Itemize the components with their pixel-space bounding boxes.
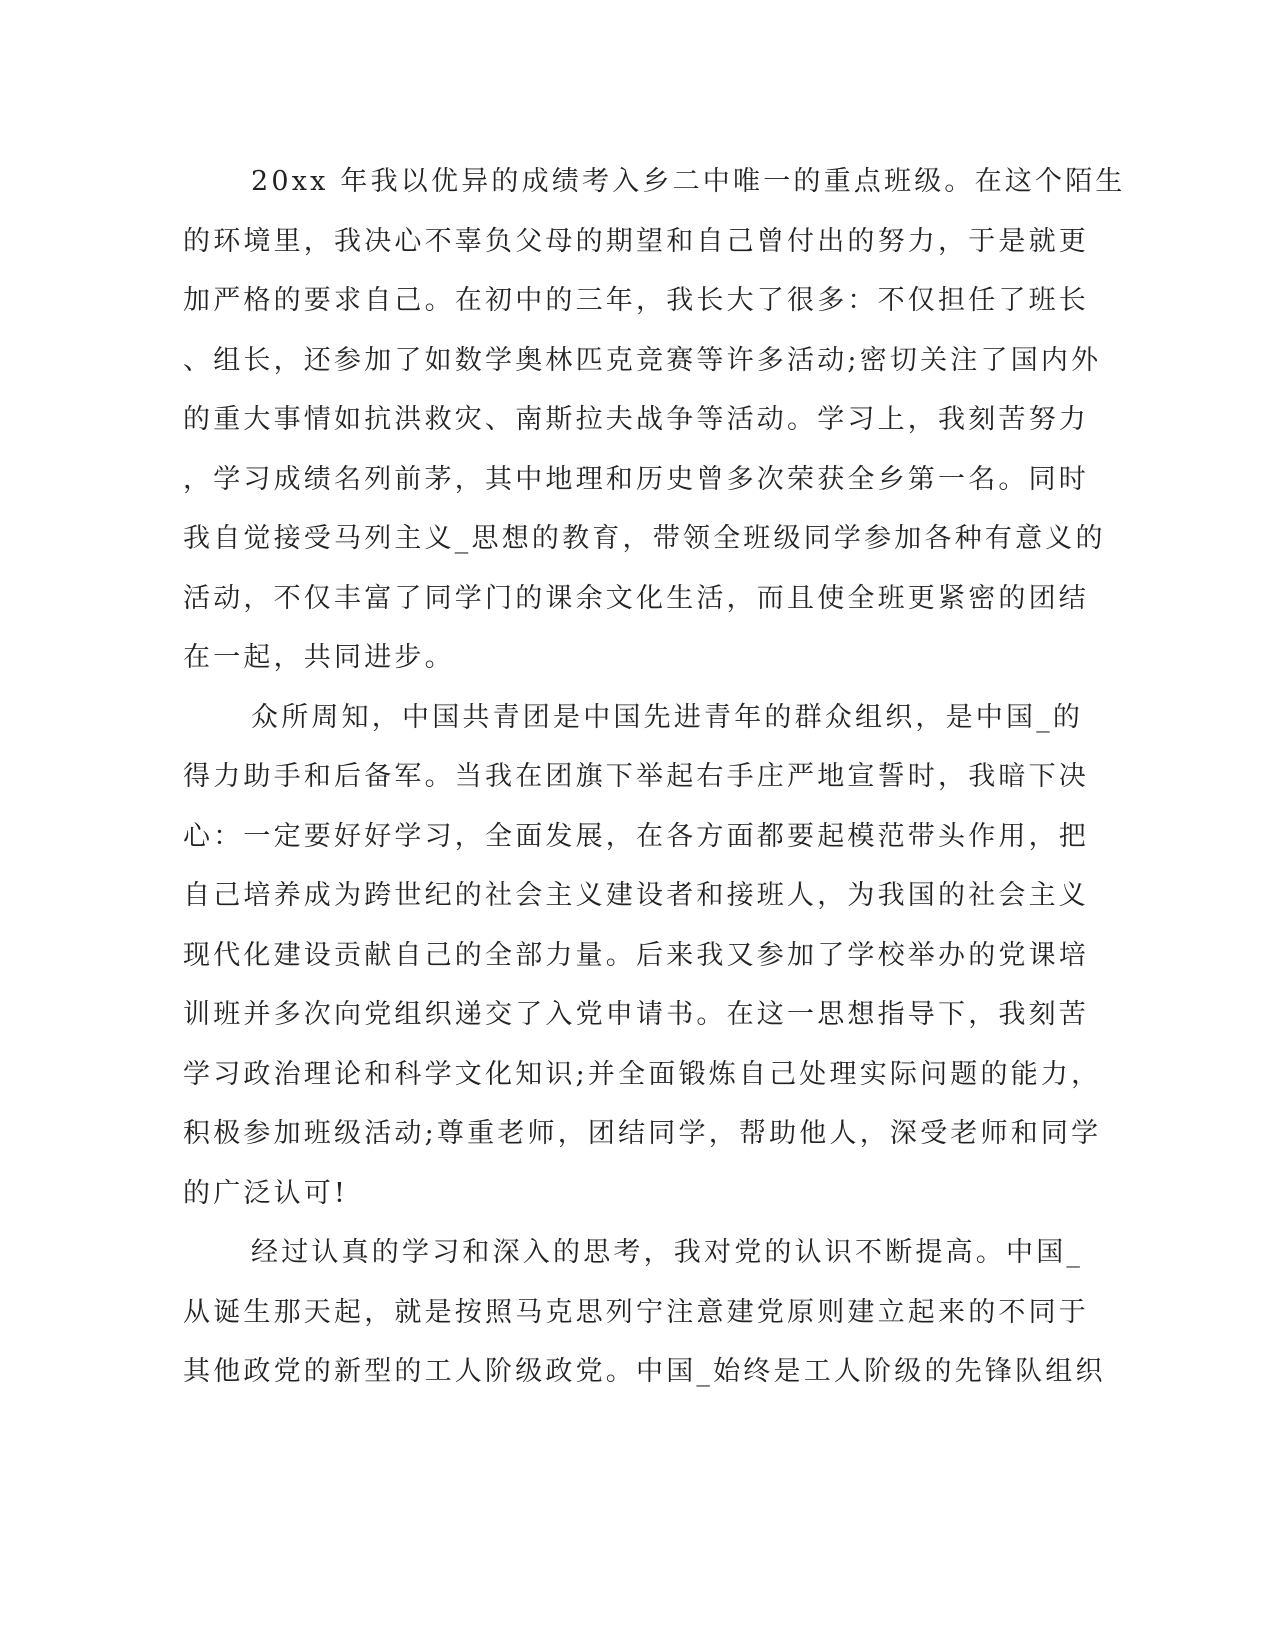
text-line: 其他政党的新型的工人阶级政党。中国_始终是工人阶级的先锋队组织 <box>183 1356 1106 1387</box>
text-line: 20xx 年我以优异的成绩考入乡二中唯一的重点班级。在这个陌生 <box>251 166 1126 197</box>
paragraph-3 <box>183 1223 1106 1402</box>
text-line: 的重大事情如抗洪救灾、南斯拉夫战争等活动。学习上，我刻苦努力 <box>183 404 1089 435</box>
text-line: 经过认真的学习和深入的思考，我对党的认识不断提高。中国_ <box>251 1237 1084 1268</box>
text-line: 得力助手和后备军。当我在团旗下举起右手庄严地宣誓时，我暗下决 <box>183 761 1089 792</box>
text-line: 加严格的要求自己。在初中的三年，我长大了很多：不仅担任了班长 <box>183 285 1089 316</box>
text-line: 学习政治理论和科学文化知识;并全面锻炼自己处理实际问题的能力， <box>183 1058 1102 1090</box>
paragraph-1 <box>183 152 1126 688</box>
text-line: 心：一定要好好学习，全面发展，在各方面都要起模范带头作用，把 <box>183 820 1089 852</box>
text-line: 在一起，共同进步。 <box>183 642 455 673</box>
text-line: 自己培养成为跨世纪的社会主义建设者和接班人，为我国的社会主义 <box>183 880 1089 911</box>
text-line: 的广泛认可! <box>183 1177 349 1209</box>
text-line: 训班并多次向党组织递交了入党申请书。在这一思想指导下，我刻苦 <box>183 999 1089 1030</box>
text-line: ，学习成绩名列前茅，其中地理和历史曾多次荣获全乡第一名。同时 <box>183 463 1089 495</box>
text-line: 众所周知，中国共青团是中国先进青年的群众组织，是中国_的 <box>251 701 1084 733</box>
text-line: 从诞生那天起，就是按照马克思列宁注意建党原则建立起来的不同于 <box>183 1296 1089 1328</box>
text-line: 我自觉接受马列主义_思想的教育，带领全班级同学参加各种有意义的 <box>183 523 1106 554</box>
text-line: 的环境里，我决心不辜负父母的期望和自己曾付出的努力，于是就更 <box>183 225 1089 257</box>
paragraph-2 <box>183 688 1102 1224</box>
text-line: 活动，不仅丰富了同学门的课余文化生活，而且使全班更紧密的团结 <box>183 582 1089 614</box>
text-line: 现代化建设贡献自己的全部力量。后来我又参加了学校举办的党课培 <box>183 939 1089 971</box>
document-body <box>183 152 1126 1402</box>
text-line: 积极参加班级活动;尊重老师，团结同学，帮助他人，深受老师和同学 <box>183 1118 1102 1149</box>
text-line: 、组长，还参加了如数学奥林匹克竞赛等许多活动;密切关注了国内外 <box>183 344 1102 376</box>
